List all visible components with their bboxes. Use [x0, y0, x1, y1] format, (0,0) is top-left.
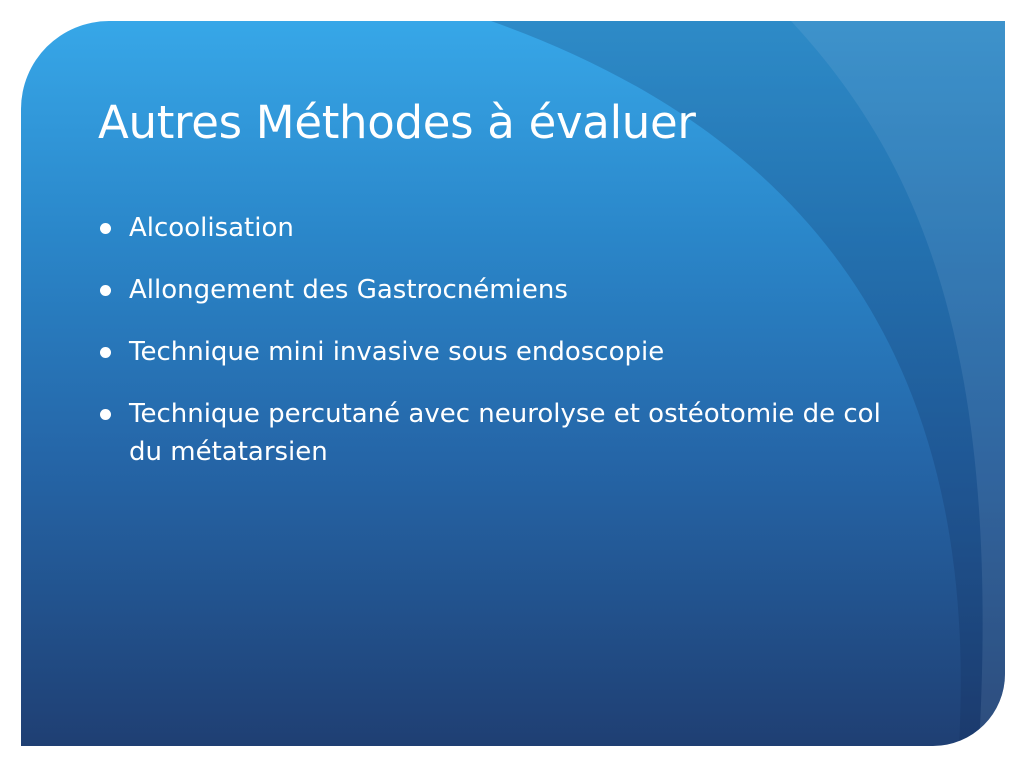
bullet-item-alcoolisation	[100, 209, 920, 247]
bullet-text: Alcoolisation	[129, 213, 294, 243]
bullet-item-allongement	[100, 271, 920, 309]
bullet-list	[100, 209, 920, 495]
bullet-item-technique-mini-invasive	[100, 333, 920, 371]
slide-title: Autres Méthodes à évaluer	[98, 96, 696, 149]
bullet-item-technique-percutane	[100, 395, 920, 471]
bullet-text: Technique mini invasive sous endoscopie	[129, 337, 665, 367]
bullet-dot-icon	[100, 409, 111, 420]
bullet-text: Allongement des Gastrocnémiens	[129, 275, 568, 305]
bullet-dot-icon	[100, 223, 111, 234]
bullet-dot-icon	[100, 285, 111, 296]
bullet-dot-icon	[100, 347, 111, 358]
slide	[21, 21, 1005, 746]
bullet-text: Technique percutané avec neurolyse et ostéotomie de col du métatarsien	[129, 399, 881, 467]
